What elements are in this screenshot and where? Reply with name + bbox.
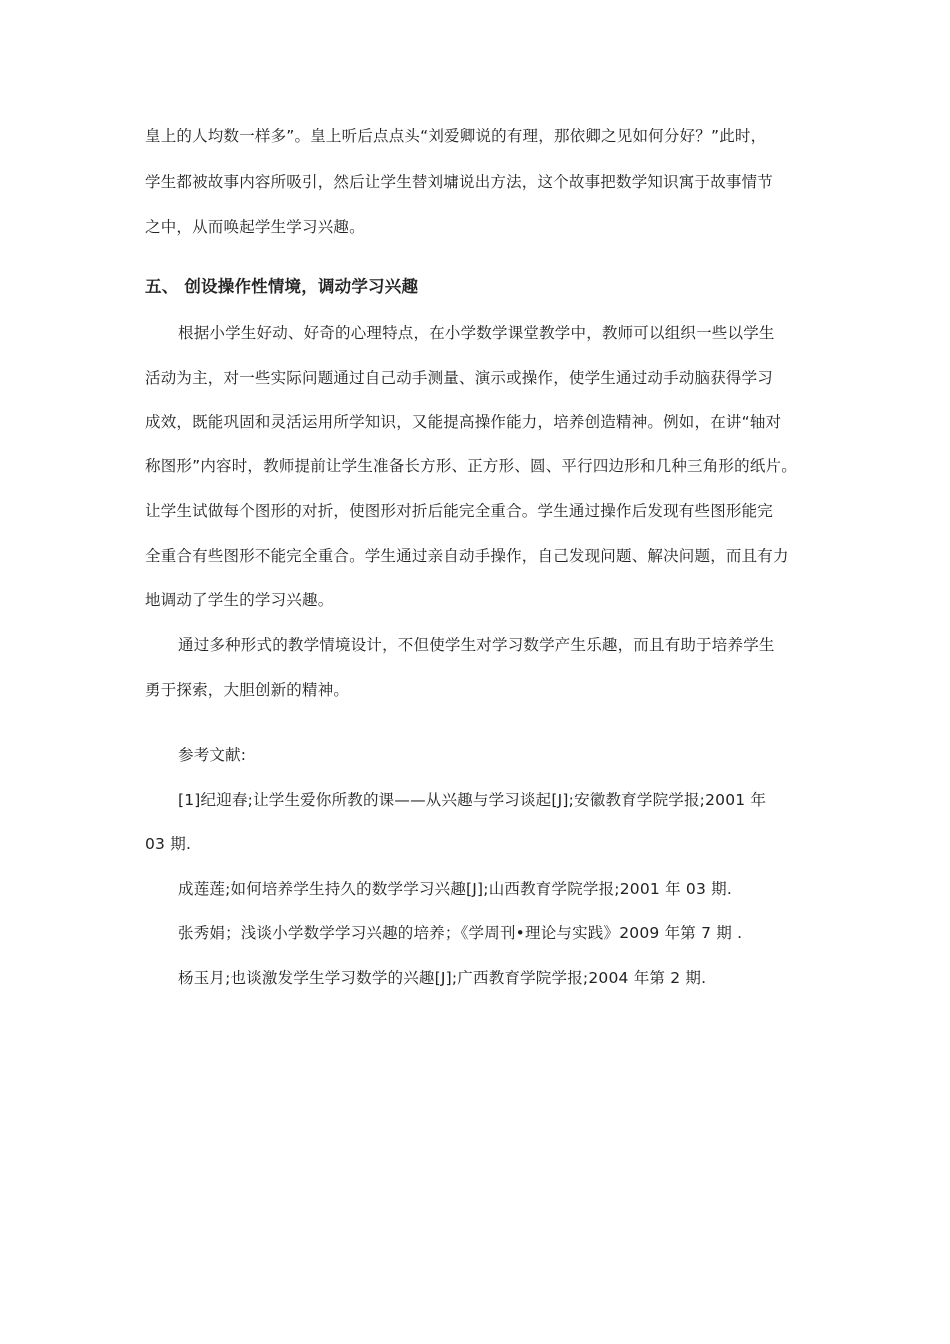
paragraph1-line-2: 活动为主，对一些实际问题通过自己动手测量、演示或操作，使学生通过动手动脑获得学习 [145, 369, 774, 387]
reference-3: 张秀娟；浅谈小学数学学习兴趣的培养；《学周刊•理论与实践》2009 年第 7 期 . [178, 924, 743, 942]
paragraph2-line-2: 勇于探索，大胆创新的精神。 [145, 681, 350, 699]
section-heading: 五、 创设操作性情境，调动学习兴趣 [145, 277, 419, 296]
reference-2: 成莲莲;如何培养学生持久的数学学习兴趣[J];山西教育学院学报;2001 年 03 期. [178, 880, 733, 898]
reference-1-line-2: 03 期. [145, 835, 192, 853]
paragraph1-line-6: 全重合有些图形不能完全重合。学生通过亲自动手操作，自己发现问题、解决问题，而且有力 [145, 547, 789, 565]
paragraph1-line-3: 成效，既能巩固和灵活运用所学知识，又能提高操作能力，培养创造精神。例如，在讲“轴对 [145, 413, 782, 431]
paragraph1-line-7: 地调动了学生的学习兴趣。 [145, 591, 334, 609]
intro-line-2: 学生都被故事内容所吸引，然后让学生替刘墉说出方法，这个故事把数学知识寓于故事情节 [145, 173, 774, 191]
reference-4: 杨玉月;也谈激发学生学习数学的兴趣[J];广西教育学院学报;2004 年第 2 期. [178, 969, 707, 987]
paragraph2-line-1: 通过多种形式的教学情境设计，不但使学生对学习数学产生乐趣，而且有助于培养学生 [178, 636, 775, 654]
paragraph1-line-4: 称图形”内容时，教师提前让学生准备长方形、正方形、圆、平行四边形和几种三角形的纸片。 [145, 457, 797, 475]
intro-line-3: 之中，从而唤起学生学习兴趣。 [145, 218, 365, 236]
references-title: 参考文献: [178, 746, 247, 764]
intro-line-1: 皇上的人均数一样多”。皇上听后点点头“刘爱卿说的有理，那依卿之见如何分好？”此时， [145, 127, 767, 145]
reference-1-line-1: [1]纪迎春;让学生爱你所教的课——从兴趣与学习谈起[J];安徽教育学院学报;2001 年 [178, 791, 767, 809]
paragraph1-line-5: 让学生试做每个图形的对折，使图形对折后能完全重合。学生通过操作后发现有些图形能完 [145, 502, 774, 520]
paragraph1-line-1: 根据小学生好动、好奇的心理特点，在小学数学课堂教学中，教师可以组织一些以学生 [178, 324, 775, 342]
